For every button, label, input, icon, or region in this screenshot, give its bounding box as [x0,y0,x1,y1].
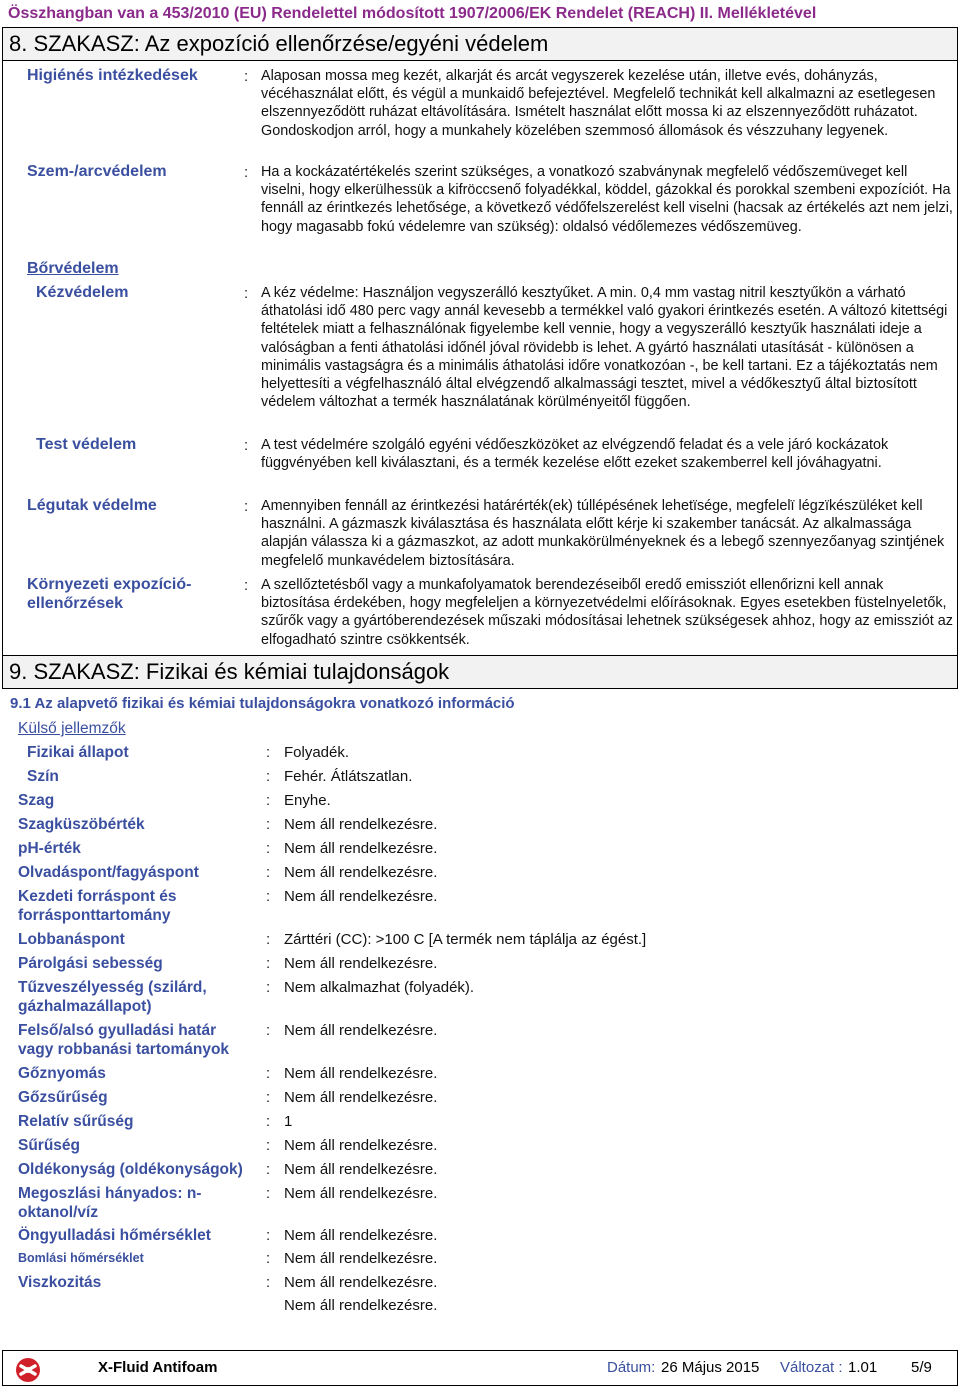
body-protection-text: A test védelmére szolgáló egyéni védőeszközöket az elvégzendő feladat és a vele járó kockázatok függvényében kell kiválasztani, és a termék kezelése előtt ezeket szakemberrel kell jóváhagyatni. [261,437,889,472]
colon: : [266,1227,271,1244]
property-value: Nem áll rendelkezésre. [284,1250,438,1267]
property-label: Relatív sűrűség [18,1113,134,1130]
colon: : [244,164,249,181]
skin-protection-label: Bőrvédelem [27,260,119,277]
section-9-1-subtitle: 9.1 Az alapvető fizikai és kémiai tulajdonságokra vonatkozó információ [10,695,515,712]
colon: : [266,1137,271,1154]
colon: : [266,840,271,857]
colon: : [266,1185,271,1202]
company-logo-icon [15,1357,41,1383]
property-value: Nem áll rendelkezésre. [284,1089,438,1106]
property-value: Nem áll rendelkezésre. [284,1137,438,1154]
trailing-value: Nem áll rendelkezésre. [284,1297,438,1314]
property-label: Lobbanáspont [18,931,125,948]
version-label: Változat : [780,1359,843,1376]
property-value: Nem áll rendelkezésre. [284,1227,438,1244]
colon: : [266,888,271,905]
colon: : [266,1022,271,1039]
property-label: Párolgási sebesség [18,955,163,972]
property-label: Öngyulladási hőmérséklet [18,1227,211,1244]
property-value: Nem áll rendelkezésre. [284,816,438,833]
property-label: Fizikai állapot [27,744,129,761]
property-label: Sűrűség [18,1137,81,1154]
page-number: 5/9 [911,1359,932,1376]
colon: : [266,979,271,996]
colon: : [266,864,271,881]
colon: : [266,955,271,972]
eye-protection-text: Ha a kockázatértékelés szerint szükséges, a vonatkozó szabványnak megfelelő védőszemüveget kell viselni, hogy elkerülhessük a kifröccsenő folyadékkal, köddel, gázokkal és porokkal szembeni expozíciót. Ha fennáll az érintkezés lehetősége, a következő védőfelszerelést kell viselni (hacsak az értékelés azt nem jelzi, hogy magasabb fokú védelemre van szükség): oldalsó védőlemezes védőszemüveg. [261,164,953,235]
regulation-header: Összhangban van a 453/2010 (EU) Rendelettel módosított 1907/2006/EK Rendelet (REACH) II. Mellékletével [8,5,817,22]
body-protection-label: Test védelem [36,436,137,453]
colon: : [266,931,271,948]
eye-protection-label: Szem-/arcvédelem [27,163,167,180]
property-value: Nem áll rendelkezésre. [284,864,438,881]
property-value: Nem áll rendelkezésre. [284,1022,438,1039]
property-value: Nem áll rendelkezésre. [284,955,438,972]
property-label: pH-érték [18,840,81,857]
colon: : [266,1089,271,1106]
date-label: Dátum: [607,1359,656,1376]
property-value: Nem alkalmazhat (folyadék). [284,979,475,996]
colon: : [244,285,249,302]
respiratory-protection-label: Légutak védelme [27,497,157,514]
colon: : [244,498,249,515]
version-value: 1.01 [848,1359,878,1376]
hand-protection-text: A kéz védelme: Használjon vegyszerálló kesztyűket. A min. 0,4 mm vastag nitril kesztyűkön a várható áthatolási idő 480 perc vagy annál kevesebb a termékkel való gyakori érintkezés esetén. A változó kitettségi feltételek miatt a felhasználónak figyelembe kell vennie, hogy a vegyszerálló kesztyűk használati ideje a valóságban a fenti áthatolási időnél jóval rövidebb is lehet. A gyártó használati utasítását - különösen a minimális vastagságra és a minimális áthatolási időre vonatkozóan -, be kell tartani. Ez a tájékoztatás nem helyettesíti a végfelhasználó által elvégzendő alkalmassági tesztet, mivel a védőkesztyű által biztosított védelem változhat a termék használatának körülményeitől függően. [261,285,948,411]
property-label: Oldékonyság (oldékonyságok) [18,1161,243,1178]
property-value: Nem áll rendelkezésre. [284,1161,438,1178]
section-9-title: 9. SZAKASZ: Fizikai és kémiai tulajdonságok [2,655,958,689]
section-8-title: 8. SZAKASZ: Az expozíció ellenőrzése/egyéni védelem [2,27,958,61]
colon: : [244,68,249,85]
property-label: Bomlási hőmérséklet [18,1251,144,1265]
colon: : [266,1065,271,1082]
property-value: Nem áll rendelkezésre. [284,1274,438,1291]
property-label: Szag [18,792,55,809]
colon: : [244,577,249,594]
property-label: Kezdeti forráspont és forrásponttartomány [18,888,177,924]
property-value: Zárttéri (CC): >100 C [A termék nem táplálja az égést.] [284,931,647,948]
property-value: Folyadék. [284,744,350,761]
property-value: Enyhe. [284,792,331,809]
colon: : [266,816,271,833]
property-label: Tűzveszélyesség (szilárd, gázhalmazállapot) [18,979,207,1015]
property-value: 1 [284,1113,293,1130]
property-value: Nem áll rendelkezésre. [284,840,438,857]
property-value: Nem áll rendelkezésre. [284,888,438,905]
colon: : [266,1250,271,1267]
property-label: Viszkozitás [18,1274,102,1291]
colon: : [266,768,271,785]
property-value: Fehér. Átlátszatlan. [284,768,413,785]
property-label: Felső/alsó gyulladási határ vagy robbanási tartományok [18,1022,230,1058]
product-name: X-Fluid Antifoam [98,1359,218,1376]
hygiene-label: Higiénés intézkedések [27,67,198,84]
property-label: Olvadáspont/fagyáspont [18,864,199,881]
property-label: Szagküszöbérték [18,816,145,833]
colon: : [266,744,271,761]
hygiene-text: Alaposan mossa meg kezét, alkarját és arcát vegyszerek kezelése után, illetve evés, dohányzás, vécéhasználat előtt, és végül a munkaidő befejeztével. Megfelelő technikát kell alkalmazni az esetlegesen elszennyeződött ruházat eltávolítására. Ismételt használat előtt mossa ki az elszennyeződött ruházatot. Gondoskodjon arról, hogy a munkahely közelében szemmosó állomások és vészzuhany legyenek. [261,68,936,139]
colon: : [266,1161,271,1178]
colon: : [266,1274,271,1291]
colon: : [266,1113,271,1130]
date-value: 26 Május 2015 [661,1359,760,1376]
property-label: Gőznyomás [18,1065,106,1082]
appearance-heading: Külső jellemzők [18,720,126,737]
property-value: Nem áll rendelkezésre. [284,1065,438,1082]
hand-protection-label: Kézvédelem [36,284,129,301]
colon: : [244,437,249,454]
respiratory-protection-text: Amennyiben fennáll az érintkezési határérték(ek) túllépésének lehetïsége, megfelelï légzïkészüléket kell használni. A gázmaszk kiválasztása és használata előtt kérje ki szakember tanácsát. Az alkalmassága alapján válassza ki a gázmaszkot, az adott munkakörülményeknek és a lebegő szennyezőanyag szintjének megfelelő munkavédelem biztosítására. [261,498,945,569]
page-footer [2,1350,958,1386]
property-value: Nem áll rendelkezésre. [284,1185,438,1202]
environmental-text: A szellőztetésből vagy a munkafolyamatok berendezéseiből eredő emissziót ellenőrizni kell annak biztosítása érdekében, hogy megfeleljen a környezetvédelmi előírásoknak. Egyes esetekben füstelnyeletők, szűrők vagy a gyártóberendezések műszaki módosításai lehetnek szükségesek ahhoz, hogy az emissziót az elfogadható szintre csökkentsék. [261,577,953,648]
environmental-label-line2: ellenőrzések [27,595,124,612]
property-label: Megoszlási hányados: n-oktanol/víz [18,1185,202,1221]
property-label: Gőzsűrűség [18,1089,108,1106]
property-label: Szín [27,768,59,785]
environmental-label-line1: Környezeti expozíció- [27,576,192,593]
colon: : [266,792,271,809]
